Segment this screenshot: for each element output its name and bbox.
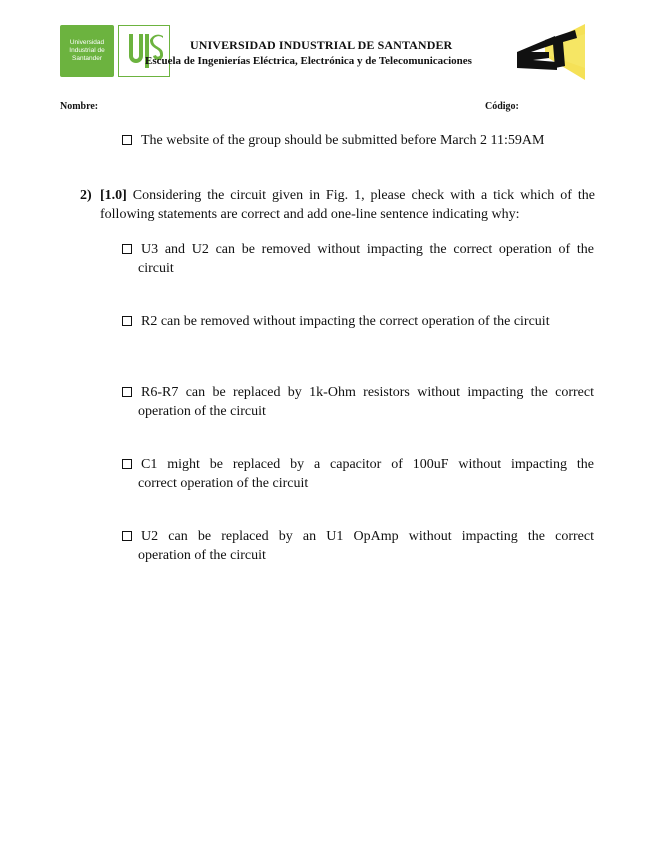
question-number: 2)	[80, 188, 92, 203]
statement-item-5	[122, 527, 594, 565]
nombre-label: Nombre:	[60, 101, 99, 112]
submission-item	[122, 131, 544, 150]
statement-line2: correct operation of the circuit	[138, 476, 309, 491]
statement-line1: U2 can be replaced by an U1 OpAmp without impacting the correct	[141, 529, 594, 544]
submission-text: The website of the group should be submitted before March 2 11:59AM	[141, 133, 545, 148]
statement-item-1	[122, 240, 594, 278]
school-title: Escuela de Ingenierías Eléctrica, Electrónica y de Telecomunicaciones	[145, 55, 472, 67]
logo-text-line-2: Industrial de	[69, 47, 105, 54]
uis-emblem-icon	[119, 26, 169, 76]
statement-line1: R2 can be removed without impacting the correct operation of the circuit	[141, 314, 550, 329]
university-logo	[60, 25, 114, 77]
statement-item-4	[122, 455, 594, 493]
checkbox[interactable]	[122, 387, 132, 397]
checkbox[interactable]	[122, 135, 132, 145]
checkbox[interactable]	[122, 459, 132, 469]
statement-line1: R6-R7 can be replaced by 1k-Ohm resistors without impacting the correct	[141, 385, 594, 400]
checkbox[interactable]	[122, 531, 132, 541]
checkbox[interactable]	[122, 316, 132, 326]
statement-line2: operation of the circuit	[138, 548, 266, 563]
statement-item-3	[122, 383, 594, 421]
university-title: UNIVERSIDAD INDUSTRIAL DE SANTANDER	[190, 38, 453, 52]
statement-line2: circuit	[138, 261, 174, 276]
codigo-label: Código:	[485, 101, 519, 112]
checkbox[interactable]	[122, 244, 132, 254]
statement-line2: operation of the circuit	[138, 404, 266, 419]
statement-line1: U3 and U2 can be removed without impacting the correct operation of the	[141, 242, 594, 257]
statement-line1: C1 might be replaced by a capacitor of 100uF without impacting the	[141, 457, 594, 472]
et-logo	[515, 22, 585, 80]
question-prompt: Considering the circuit given in Fig. 1, please check with a tick which of the following statements are correct and add one-line sentence indicating why:	[100, 188, 596, 222]
question-points: [1.0]	[100, 188, 127, 203]
logo-text-line-3: Santander	[72, 55, 102, 62]
uis-emblem	[118, 25, 170, 77]
question-text	[100, 186, 595, 224]
et-logo-icon	[515, 22, 585, 80]
statement-item-2	[122, 312, 594, 331]
logo-text-line-1: Universidad	[69, 39, 105, 46]
